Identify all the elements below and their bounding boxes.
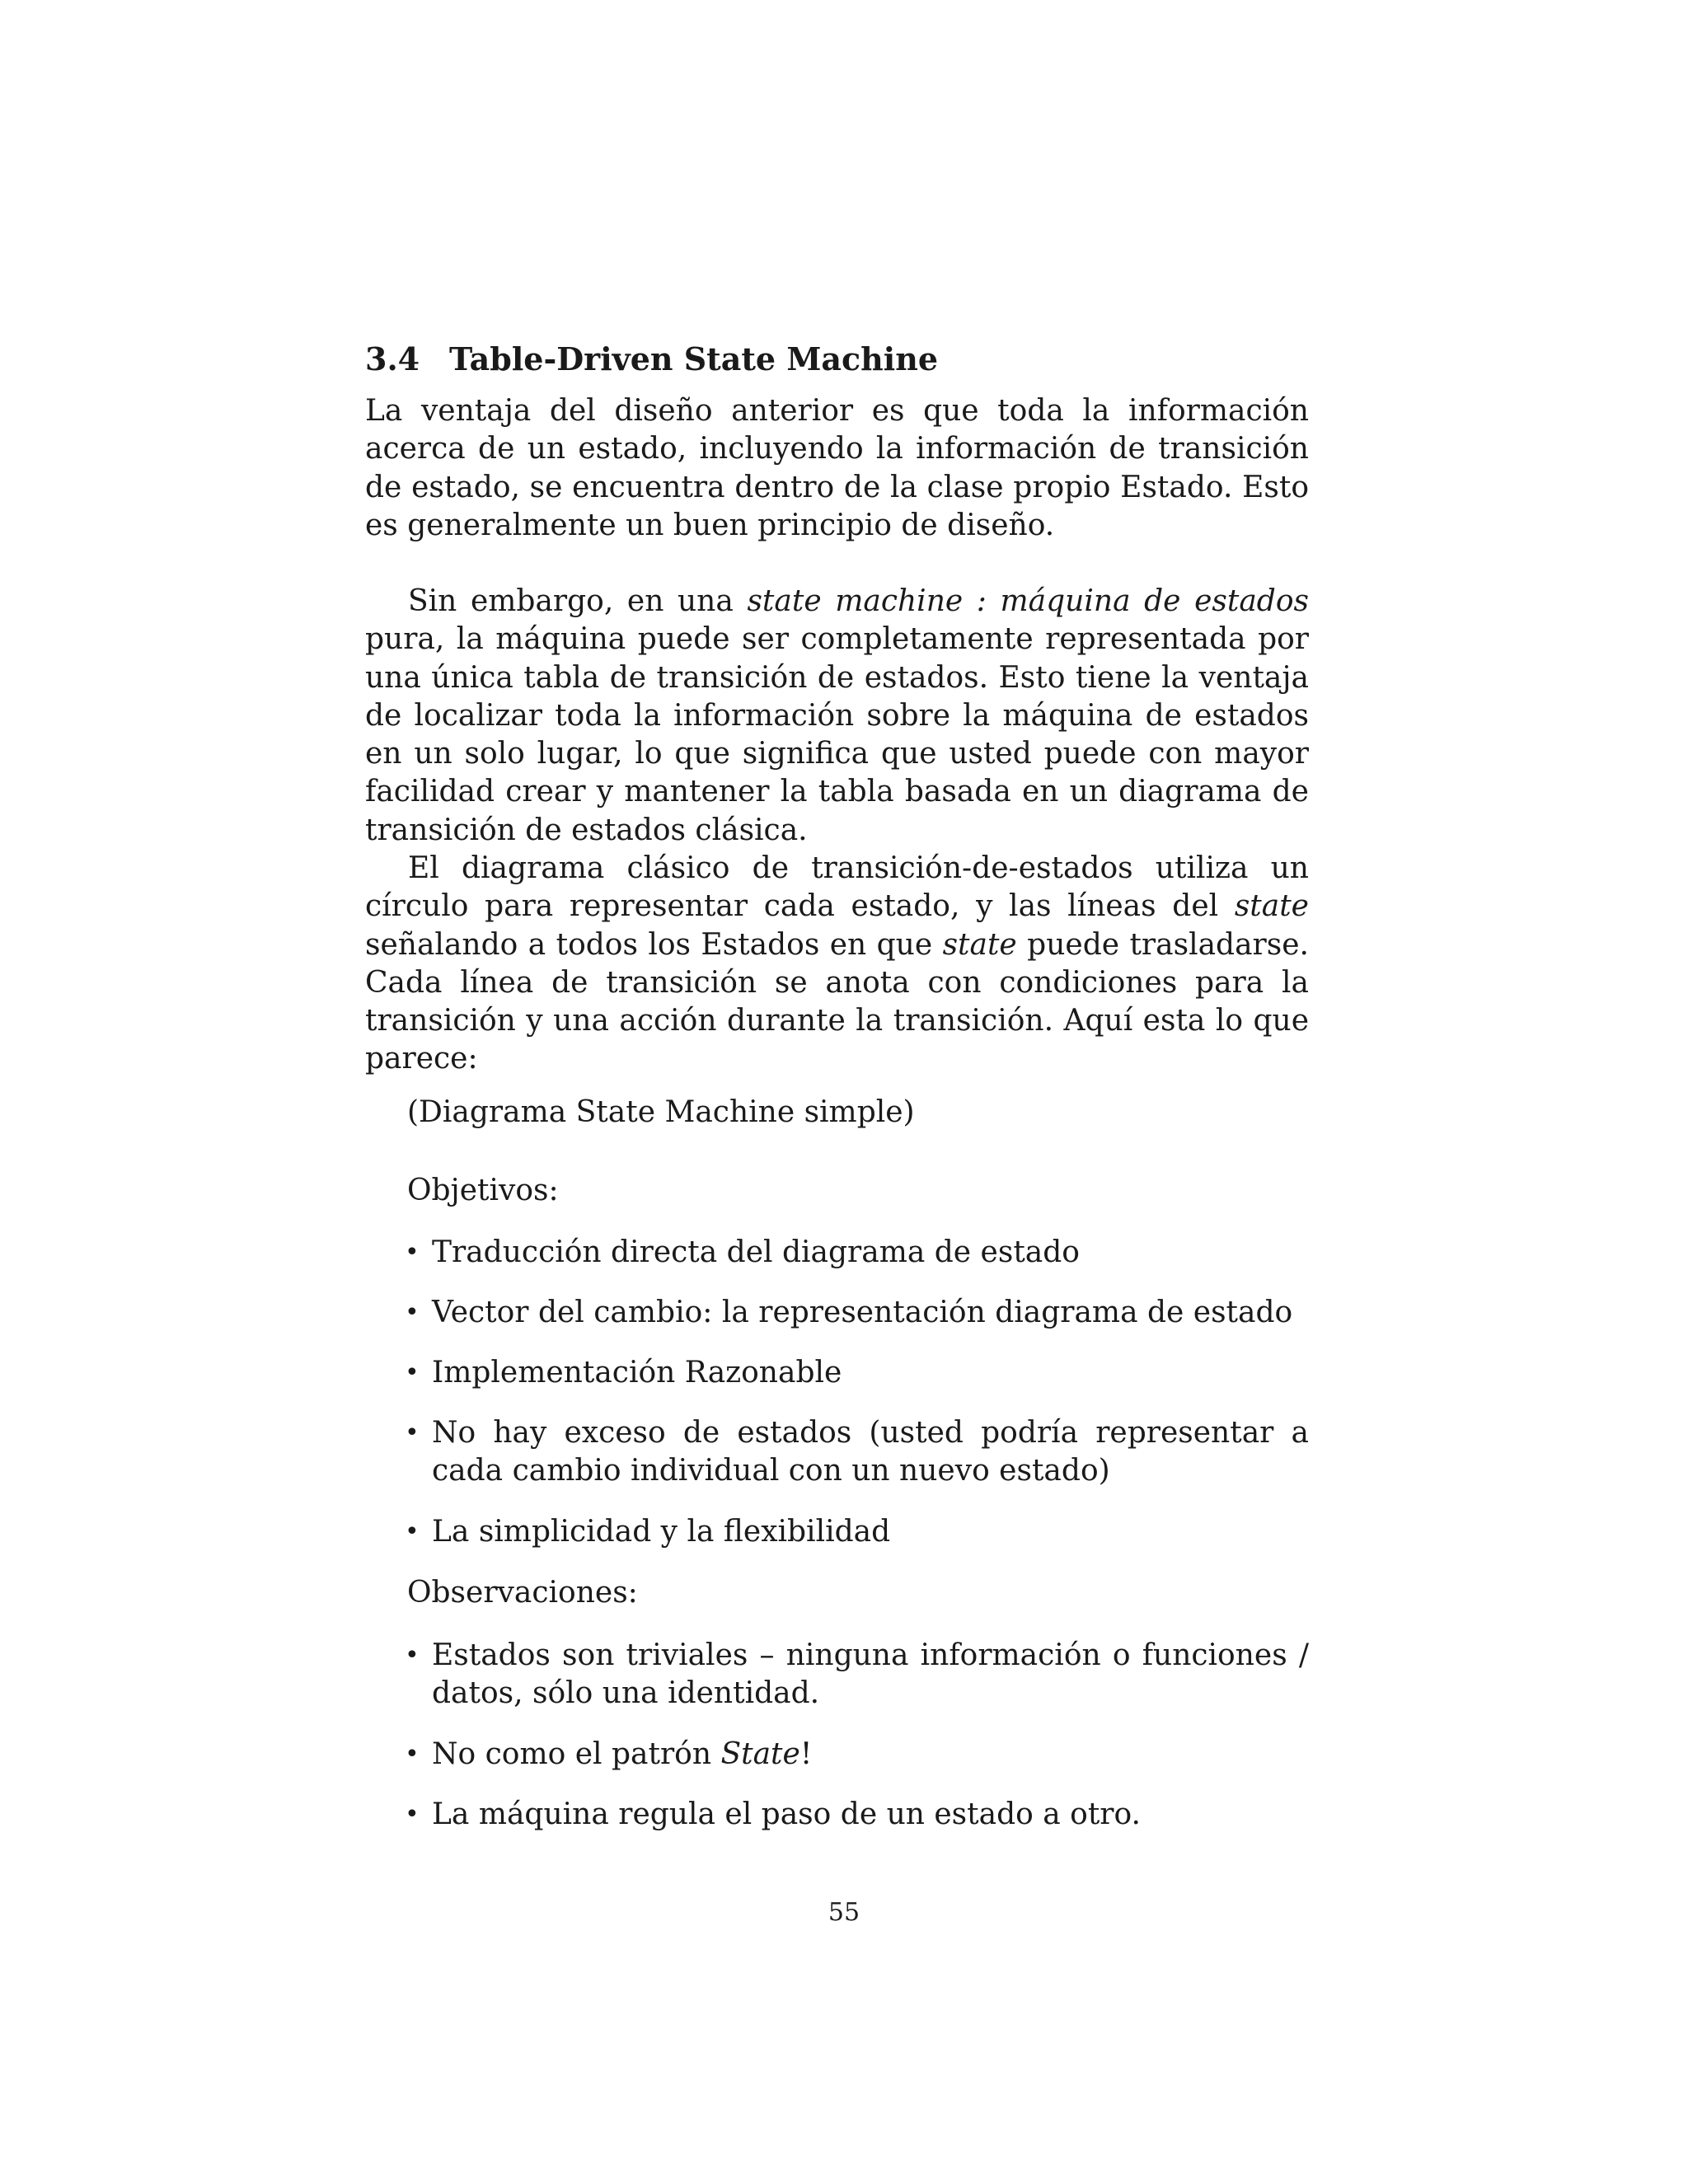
observation-italic-state: State bbox=[720, 1737, 800, 1771]
diagram-caption: (Diagrama State Machine simple) bbox=[407, 1095, 915, 1129]
paragraph-2-italic-term: state machine : máquina de estados bbox=[747, 584, 1310, 618]
bullet-icon: • bbox=[405, 1298, 420, 1327]
section-title: Table-Driven State Machine bbox=[449, 340, 939, 377]
observation-text-b: ! bbox=[799, 1737, 813, 1771]
paragraph-2-text-b: pura, la máquina puede ser completamente representada por una única tabla de transición de estados. Esto tiene la ventaja de localizar toda la información sobre la máquina de estados en un solo lugar, lo que significa que usted puede con mayor facilidad crear y mantener la tabla basada en un diagrama de transición de estados clásica. bbox=[365, 622, 1309, 847]
observation-item bbox=[405, 1637, 1309, 1713]
objective-text: Vector del cambio: la representación diagrama de estado bbox=[432, 1296, 1293, 1329]
bullet-icon: • bbox=[405, 1517, 420, 1546]
objective-text: La simplicidad y la flexibilidad bbox=[432, 1515, 891, 1549]
section-number: 3.4 bbox=[365, 340, 420, 377]
page-number: 55 bbox=[828, 1898, 860, 1927]
observation-text: La máquina regula el paso de un estado a otro. bbox=[432, 1797, 1141, 1831]
paragraph-2 bbox=[365, 583, 1309, 850]
bullet-icon: • bbox=[405, 1358, 420, 1387]
objective-item bbox=[405, 1513, 1309, 1551]
objective-text: Traducción directa del diagrama de estado bbox=[432, 1235, 1080, 1269]
paragraph-3-text-b: señalando a todos los Estados en que bbox=[365, 927, 943, 962]
paragraph-3 bbox=[365, 850, 1309, 1079]
objective-text: No hay exceso de estados (usted podría representar a cada cambio individual con un nuevo estado) bbox=[432, 1416, 1309, 1488]
paragraph-1: La ventaja del diseño anterior es que toda la información acerca de un estado, incluyendo la información de transición de estado, se encuentra dentro de la clase propio Estado. Esto es generalmente un buen principio de diseño. bbox=[365, 394, 1309, 542]
paragraph-3-text-c: puede trasladarse. Cada línea de transición se anota con condiciones para la transición y una acción durante la transición. Aquí esta lo que parece: bbox=[365, 927, 1309, 1076]
observation-text: Estados son triviales – ninguna información o funciones / datos, sólo una identidad. bbox=[432, 1638, 1309, 1711]
objective-item bbox=[405, 1414, 1309, 1491]
bullet-icon: • bbox=[405, 1800, 420, 1829]
observation-text bbox=[432, 1736, 1309, 1774]
bullet-icon: • bbox=[405, 1238, 420, 1267]
paragraph-3-text-a: El diagrama clásico de transición-de-estados utiliza un círculo para representar cada estado, y las líneas del bbox=[365, 851, 1309, 924]
objective-text: Implementación Razonable bbox=[432, 1356, 842, 1390]
bullet-icon: • bbox=[405, 1740, 420, 1769]
section-heading bbox=[365, 335, 1354, 384]
objective-item bbox=[405, 1234, 1309, 1272]
paragraph-2-text-a: Sin embargo, en una bbox=[408, 584, 748, 618]
observations-label: Observaciones: bbox=[407, 1576, 638, 1610]
observation-item bbox=[405, 1796, 1309, 1834]
objective-item bbox=[405, 1294, 1309, 1332]
observation-text-a: No como el patrón bbox=[432, 1737, 721, 1771]
objective-item bbox=[405, 1354, 1309, 1392]
paragraph-3-italic-state-1: state bbox=[1234, 889, 1309, 924]
bullet-icon: • bbox=[405, 1641, 420, 1670]
bullet-icon: • bbox=[405, 1418, 420, 1447]
paragraph-3-italic-state-2: state bbox=[942, 927, 1017, 962]
objectives-label: Objetivos: bbox=[407, 1174, 559, 1207]
observation-item bbox=[405, 1736, 1309, 1774]
